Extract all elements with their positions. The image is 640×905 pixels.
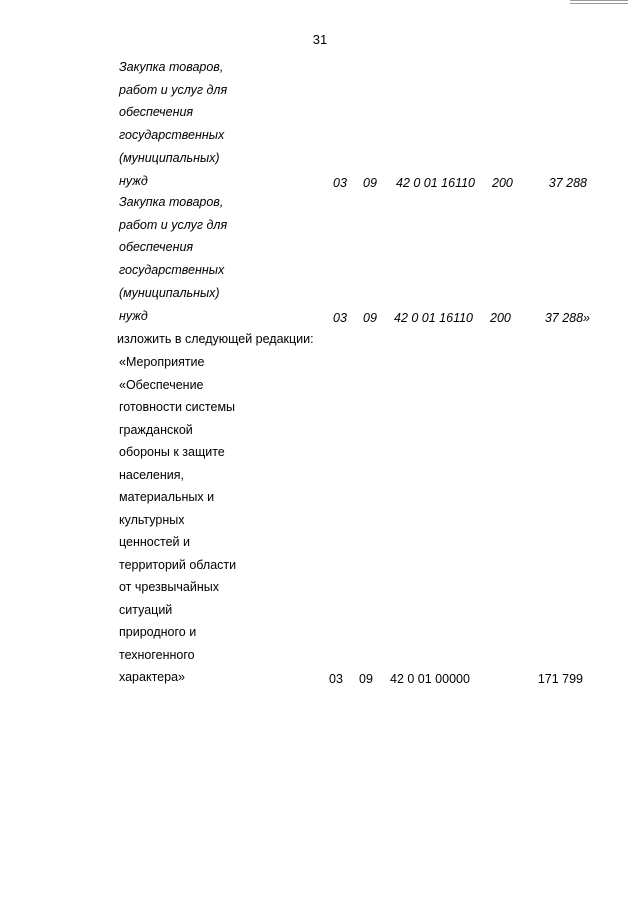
- row1-description-line: государственных: [119, 128, 225, 142]
- row2-expense-type: 200: [490, 311, 511, 325]
- row3-subsection-code: 09: [359, 672, 373, 686]
- row1-description-line: обеспечения: [119, 105, 194, 119]
- row1-expense-type: 200: [492, 176, 513, 190]
- row1-description-line: нужд: [119, 174, 148, 188]
- row3-description-line: ситуаций: [119, 603, 173, 617]
- row1-subsection-code: 09: [363, 176, 377, 190]
- row2-description-line: государственных: [119, 263, 225, 277]
- row3-description-line: территорий области: [119, 558, 237, 572]
- row2-description-line: нужд: [119, 309, 148, 323]
- row2-description-line: обеспечения: [119, 240, 194, 254]
- row3-description-line: «Обеспечение: [119, 378, 204, 392]
- row3-description-line: материальных и: [119, 490, 215, 504]
- row2-description-line: работ и услуг для: [119, 218, 228, 232]
- row3-amount: 171 799: [537, 672, 583, 686]
- row3-description-line: от чрезвычайных: [119, 580, 219, 594]
- row2-description-line: (муниципальных): [119, 286, 220, 300]
- row1-target-article: 42 0 01 16110: [396, 176, 476, 190]
- row2-amount: 37 288»: [544, 311, 590, 325]
- row2-target-article: 42 0 01 16110: [394, 311, 474, 325]
- row3-section-code: 03: [329, 672, 343, 686]
- row3-description-line: характера»: [119, 670, 185, 684]
- row1-section-code: 03: [333, 176, 347, 190]
- row3-description-line: культурных: [119, 513, 185, 527]
- row2-description-line: Закупка товаров,: [119, 195, 224, 209]
- row3-description-line: техногенного: [119, 648, 195, 662]
- page-number: 31: [312, 32, 328, 47]
- row3-description-line: гражданской: [119, 423, 193, 437]
- row2-subsection-code: 09: [363, 311, 377, 325]
- row3-description-line: населения,: [119, 468, 185, 482]
- row2-section-code: 03: [333, 311, 347, 325]
- row3-description-line: природного и: [119, 625, 197, 639]
- row1-description-line: Закупка товаров,: [119, 60, 224, 74]
- row3-target-article: 42 0 01 00000: [390, 672, 470, 686]
- row1-amount: 37 288: [548, 176, 587, 190]
- amendment-instruction: изложить в следующей редакции:: [117, 332, 314, 346]
- row3-description-line: ценностей и: [119, 535, 190, 549]
- row1-description-line: работ и услуг для: [119, 83, 228, 97]
- row3-description-line: готовности системы: [119, 400, 236, 414]
- page-corner-mark: [570, 0, 628, 4]
- row3-description-line: обороны к защите: [119, 445, 225, 459]
- row3-description-line: «Мероприятие: [119, 355, 205, 369]
- row1-description-line: (муниципальных): [119, 151, 220, 165]
